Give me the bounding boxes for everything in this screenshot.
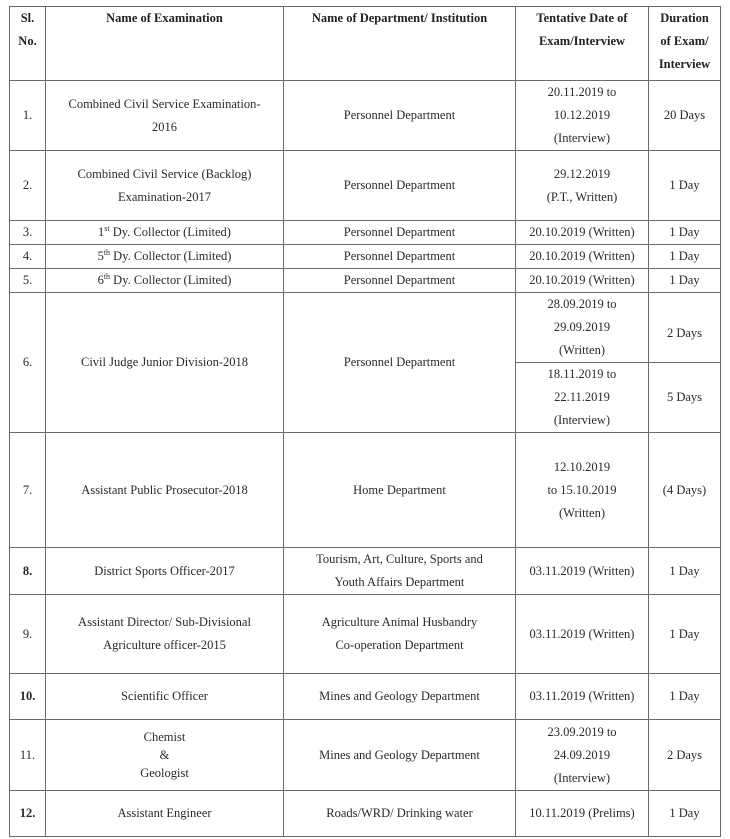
table-header-row [10,7,721,81]
row-duration: 2 Days [649,293,721,363]
row-duration: 1 Day [649,791,721,837]
table-row [10,293,721,363]
row-exam: District Sports Officer-2017 [46,548,284,595]
row-date: 20.10.2019 (Written) [516,221,649,245]
row-date: 20.11.2019 to 10.12.2019 (Interview) [516,81,649,151]
row-date: 18.11.2019 to 22.11.2019 (Interview) [516,363,649,433]
row-sl: 4. [10,245,46,269]
row-duration: 20 Days [649,81,721,151]
header-department: Name of Department/ Institution [284,7,516,81]
table-row [10,595,721,674]
row-sl: 5. [10,269,46,293]
row-dept: Personnel Department [284,151,516,221]
table-row [10,269,721,293]
table-row [10,548,721,595]
table-row [10,221,721,245]
table-row [10,791,721,837]
row-dept: Personnel Department [284,221,516,245]
row-dept: Personnel Department [284,269,516,293]
exam-schedule-table [9,6,721,837]
row-sl: 2. [10,151,46,221]
row-sl: 1. [10,81,46,151]
row-date: 20.10.2019 (Written) [516,245,649,269]
row-exam: Assistant Director/ Sub-Divisional Agriculture officer-2015 [46,595,284,674]
header-duration: Duration of Exam/ Interview [649,7,721,81]
row-date: 03.11.2019 (Written) [516,595,649,674]
row-duration: (4 Days) [649,433,721,548]
row-date: 20.10.2019 (Written) [516,269,649,293]
row-sl: 11. [10,720,46,791]
row-duration: 1 Day [649,548,721,595]
row-date: 03.11.2019 (Written) [516,674,649,720]
row-exam: 5th Dy. Collector (Limited) [46,245,284,269]
row-duration: 1 Day [649,674,721,720]
row-dept: Personnel Department [284,245,516,269]
row-duration: 1 Day [649,245,721,269]
row-date: 29.12.2019 (P.T., Written) [516,151,649,221]
table-row [10,433,721,548]
header-exam-name: Name of Examination [46,7,284,81]
row-exam: Scientific Officer [46,674,284,720]
row-sl: 6. [10,293,46,433]
row-exam: Assistant Public Prosecutor-2018 [46,433,284,548]
table-row [10,720,721,791]
row-dept: Personnel Department [284,81,516,151]
row-exam: Chemist & Geologist [46,720,284,791]
row-dept: Agriculture Animal Husbandry Co-operation Department [284,595,516,674]
row-sl: 8. [10,548,46,595]
row-exam: 1st Dy. Collector (Limited) [46,221,284,245]
row-date: 10.11.2019 (Prelims) [516,791,649,837]
row-dept: Mines and Geology Department [284,674,516,720]
header-date: Tentative Date of Exam/Interview [516,7,649,81]
row-sl: 12. [10,791,46,837]
row-date: 23.09.2019 to 24.09.2019 (Interview) [516,720,649,791]
row-dept: Mines and Geology Department [284,720,516,791]
row-duration: 1 Day [649,221,721,245]
header-sl-no: Sl. No. [10,7,46,81]
row-sl: 3. [10,221,46,245]
row-exam: Combined Civil Service Examination- 2016 [46,81,284,151]
row-date: 28.09.2019 to 29.09.2019 (Written) [516,293,649,363]
row-dept: Tourism, Art, Culture, Sports and Youth Affairs Department [284,548,516,595]
table-row [10,81,721,151]
row-duration: 1 Day [649,269,721,293]
row-duration: 1 Day [649,151,721,221]
row-sl: 10. [10,674,46,720]
row-exam: Assistant Engineer [46,791,284,837]
row-sl: 9. [10,595,46,674]
table-row [10,245,721,269]
row-dept: Home Department [284,433,516,548]
row-dept: Personnel Department [284,293,516,433]
row-duration: 2 Days [649,720,721,791]
row-date: 12.10.2019 to 15.10.2019 (Written) [516,433,649,548]
row-exam: Civil Judge Junior Division-2018 [46,293,284,433]
row-date: 03.11.2019 (Written) [516,548,649,595]
row-exam: 6th Dy. Collector (Limited) [46,269,284,293]
row-dept: Roads/WRD/ Drinking water [284,791,516,837]
row-duration: 1 Day [649,595,721,674]
row-exam: Combined Civil Service (Backlog) Examination-2017 [46,151,284,221]
row-duration: 5 Days [649,363,721,433]
table-row [10,151,721,221]
row-sl: 7. [10,433,46,548]
table-row [10,674,721,720]
